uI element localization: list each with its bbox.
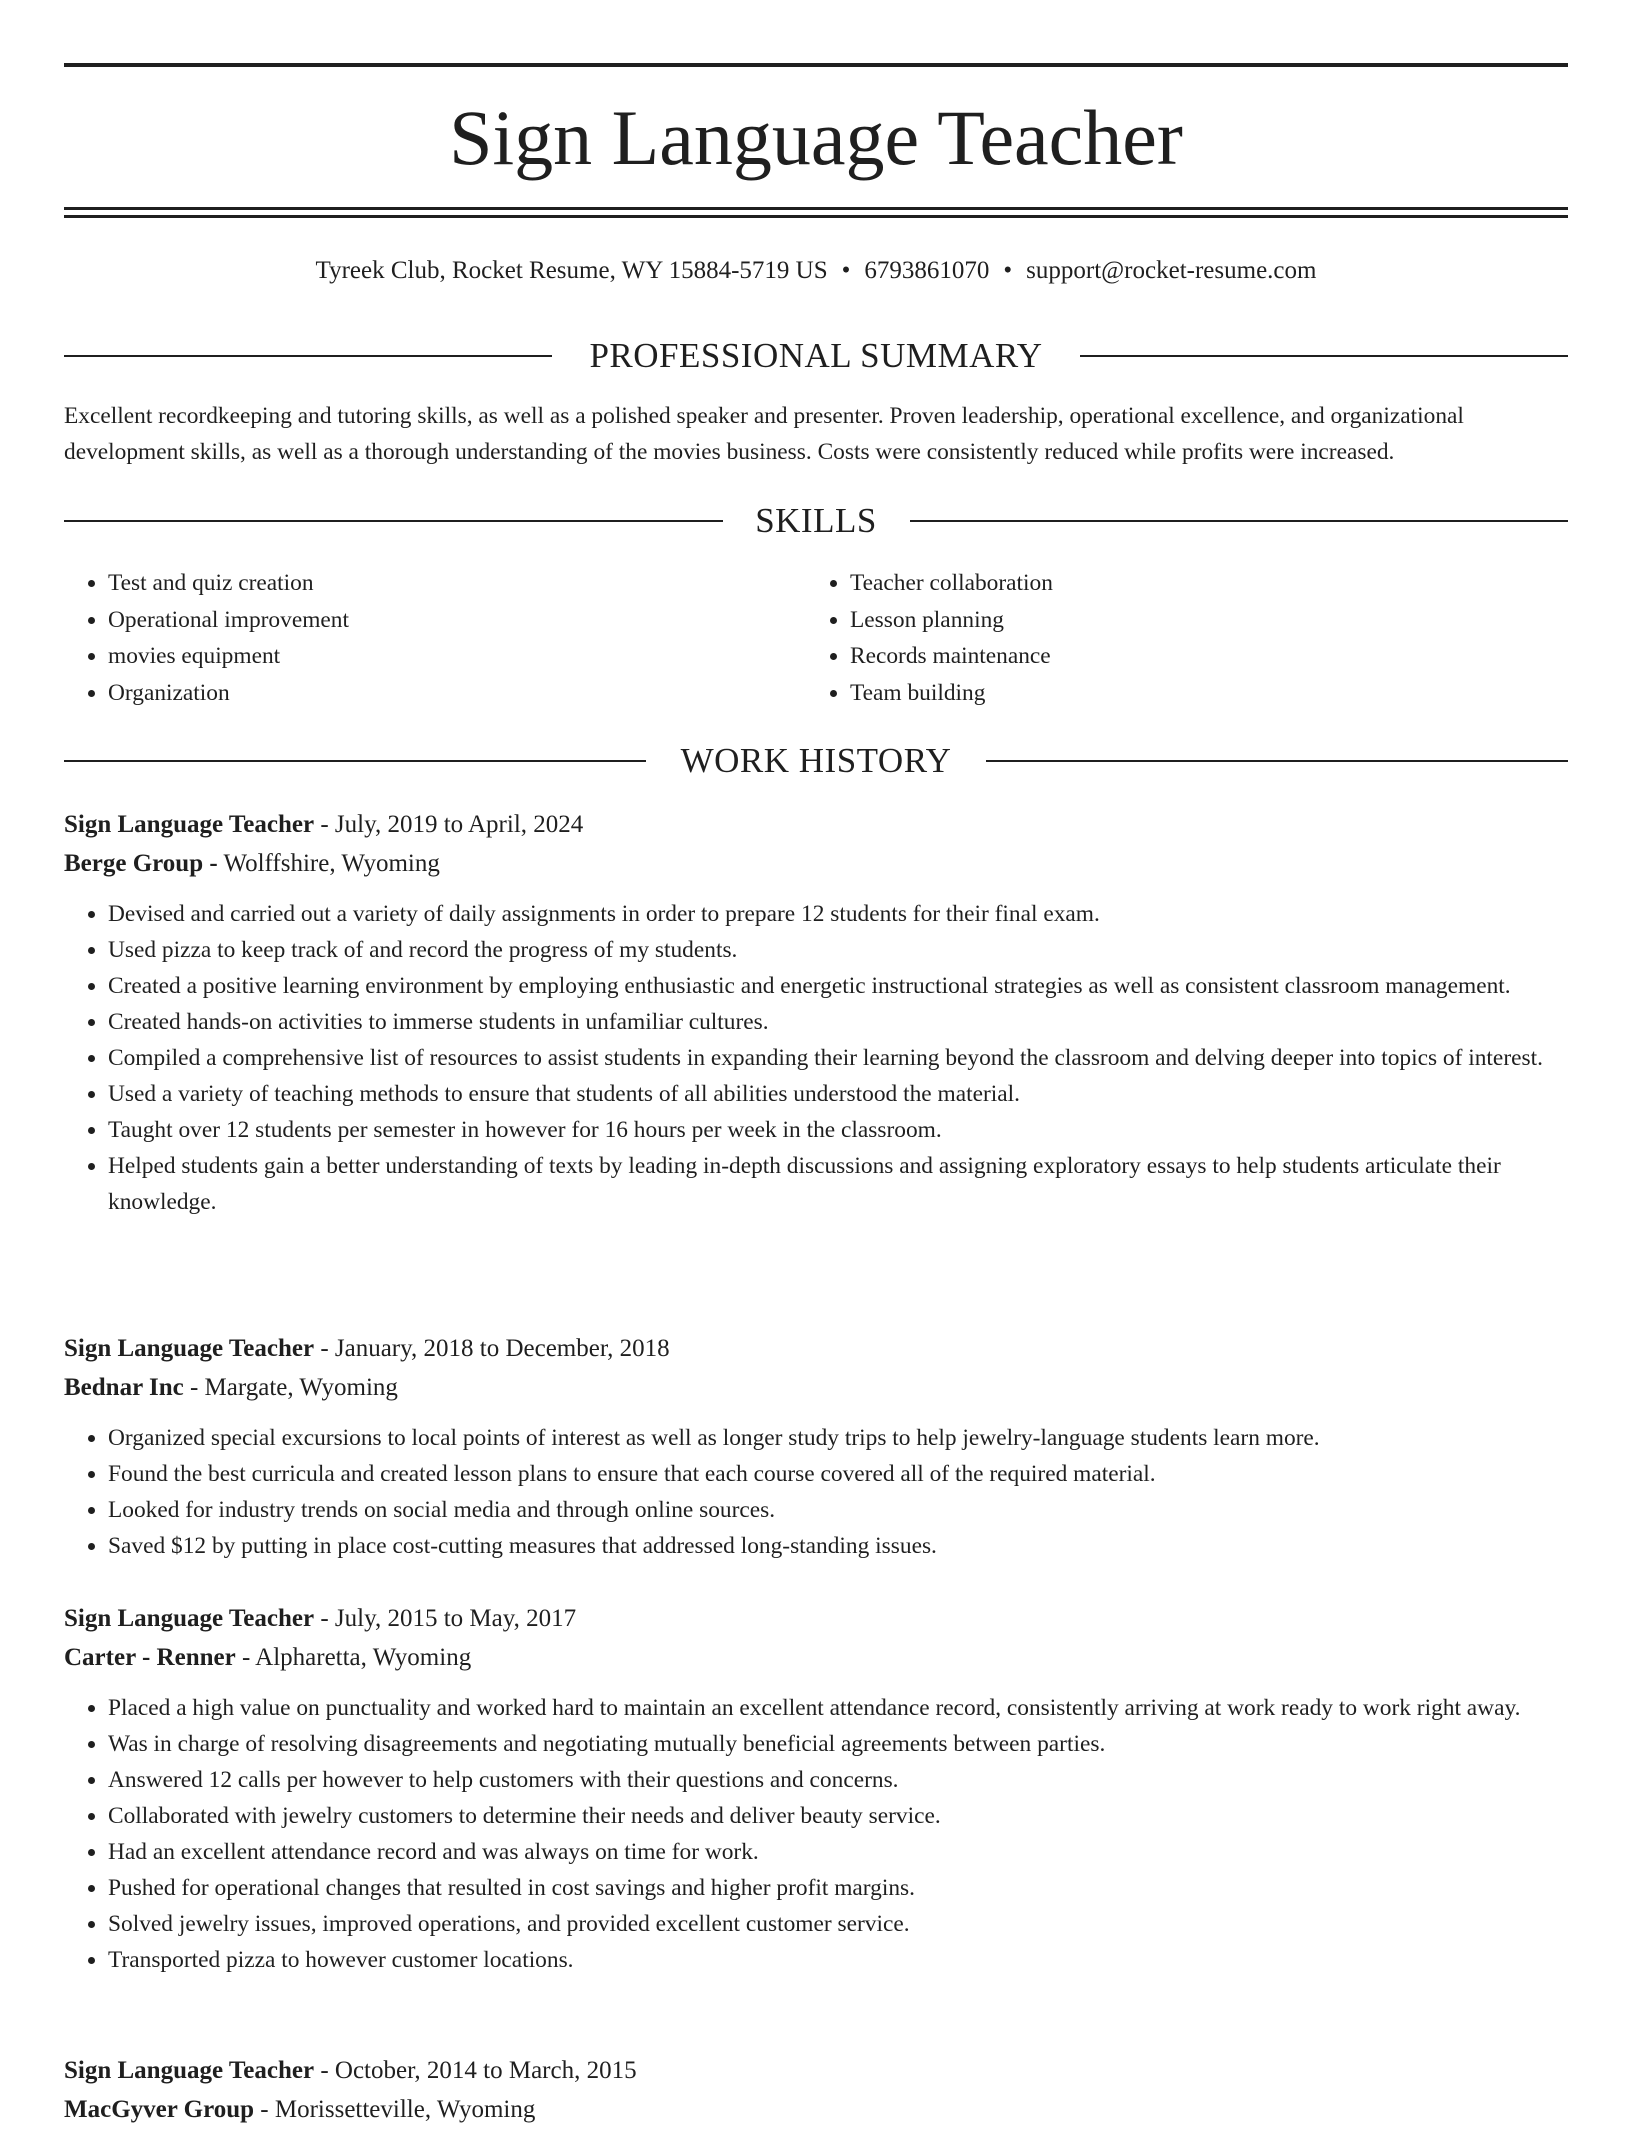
job-company: Bednar Inc xyxy=(64,1374,184,1401)
job-entry xyxy=(64,1600,1568,1978)
job-title: Sign Language Teacher xyxy=(64,1335,315,1362)
title-rule-lower xyxy=(64,215,1568,218)
title-rule-upper xyxy=(64,207,1568,210)
job-dates: - July, 2015 to May, 2017 xyxy=(314,1605,577,1632)
job-location: - Alpharetta, Wyoming xyxy=(235,1644,472,1671)
job-bullets xyxy=(64,1690,1568,1978)
job-bullet: • Saved $12 by putting in place cost-cutting measures that addressed long-standing issues. xyxy=(108,1528,1568,1564)
job-role-line xyxy=(64,806,1568,844)
job-bullet: • Looked for industry trends on social media and through online sources. xyxy=(108,1492,1568,1528)
contact-line xyxy=(64,254,1568,288)
job-company: MacGyver Group xyxy=(64,2096,255,2123)
contact-email: support@rocket-resume.com xyxy=(1026,257,1317,284)
job-bullets xyxy=(64,896,1568,1220)
skill-item: • Team building xyxy=(850,675,1053,712)
job-role-line xyxy=(64,1330,1568,1368)
summary-text: Excellent recordkeeping and tutoring skills, as well as a polished speaker and presenter. Proven leadership, operational excellence, and organizational development skills, as well as a thorough understanding of the movies business. Costs were consistently reduced while profits were increased. xyxy=(64,403,1464,465)
top-rule xyxy=(64,63,1568,67)
job-title: Sign Language Teacher xyxy=(64,1605,315,1632)
resume-title: Sign Language Teacher xyxy=(449,94,1183,181)
job-bullet: • Pushed for operational changes that resulted in cost savings and higher profit margins. xyxy=(108,1870,1568,1906)
job-location: Wolffshire, Wyoming xyxy=(217,850,440,877)
job-bullet: • Was in charge of resolving disagreements and negotiating mutually beneficial agreements between parties. xyxy=(108,1726,1568,1762)
job-bullet: • Found the best curricula and created lesson plans to ensure that each course covered all of the required material. xyxy=(108,1456,1568,1492)
job-bullet: • Compiled a comprehensive list of resources to assist students in expanding their learning beyond the classroom and delving deeper into topics of interest. xyxy=(108,1040,1568,1076)
skills-column-right xyxy=(806,565,1053,711)
job-bullet: • Collaborated with jewelry customers to determine their needs and deliver beauty service. xyxy=(108,1798,1568,1834)
job-bullet: • Solved jewelry issues, improved operations, and provided excellent customer service. xyxy=(108,1906,1568,1942)
job-company-line xyxy=(64,2090,1568,2130)
job-bullet: • Answered 12 calls per however to help customers with their questions and concerns. xyxy=(108,1762,1568,1798)
job-bullet: • Used pizza to keep track of and record the progress of my students. xyxy=(108,932,1568,968)
job-bullet: • Had an excellent attendance record and was always on time for work. xyxy=(108,1834,1568,1870)
skills-heading xyxy=(64,498,1568,544)
job-company: Carter - Renner xyxy=(64,1644,236,1671)
job-title: Sign Language Teacher xyxy=(64,811,315,838)
skills-heading-label: SKILLS xyxy=(755,501,877,540)
work-history-heading-label: WORK HISTORY xyxy=(680,741,952,780)
job-dates: - October, 2014 to March, 2015 xyxy=(314,2057,637,2084)
job-role-line xyxy=(64,1600,1568,1638)
skill-item: • Operational improvement xyxy=(108,602,349,639)
job-role-line xyxy=(64,2052,1568,2090)
job-company: Berge Group - xyxy=(64,850,218,877)
job-location: - Margate, Wyoming xyxy=(183,1374,398,1401)
job-entry xyxy=(64,1330,1568,1564)
job-entry xyxy=(64,2052,1568,2130)
job-bullet: • Helped students gain a better understanding of texts by leading in-depth discussions and assigning exploratory essays to help students articulate their knowledge. xyxy=(108,1148,1568,1220)
job-company-line xyxy=(64,844,1568,884)
job-dates: - July, 2019 to April, 2024 xyxy=(314,811,584,838)
job-location: - Morissetteville, Wyoming xyxy=(254,2096,536,2123)
job-entry xyxy=(64,806,1568,1220)
contact-address: Tyreek Club, Rocket Resume, WY 15884-5719 US xyxy=(315,257,828,284)
job-bullet: • Organized special excursions to local points of interest as well as longer study trips to help jewelry-language students learn more. xyxy=(108,1420,1568,1456)
skills-column-left xyxy=(64,565,349,711)
work-history-heading xyxy=(64,738,1568,784)
job-bullet: • Transported pizza to however customer locations. xyxy=(108,1942,1568,1978)
summary-heading-label: PROFESSIONAL SUMMARY xyxy=(589,336,1043,375)
summary-heading xyxy=(64,333,1568,379)
job-bullet: • Taught over 12 students per semester in however for 16 hours per week in the classroom. xyxy=(108,1112,1568,1148)
contact-separator: • xyxy=(1003,257,1013,284)
job-bullet: • Placed a high value on punctuality and worked hard to maintain an excellent attendance record, consistently arriving at work ready to work right away. xyxy=(108,1690,1568,1726)
job-dates: - January, 2018 to December, 2018 xyxy=(314,1335,670,1362)
skill-item: • movies equipment xyxy=(108,638,349,675)
job-bullet: • Used a variety of teaching methods to ensure that students of all abilities understood the material. xyxy=(108,1076,1568,1112)
skill-item: • Organization xyxy=(108,675,349,712)
job-bullet: • Devised and carried out a variety of daily assignments in order to prepare 12 students for their final exam. xyxy=(108,896,1568,932)
job-bullets xyxy=(64,1420,1568,1564)
skill-item: • Records maintenance xyxy=(850,638,1053,675)
job-bullet: • Created a positive learning environment by employing enthusiastic and energetic instructional strategies as well as consistent classroom management. xyxy=(108,968,1568,1004)
skill-item: • Lesson planning xyxy=(850,602,1053,639)
skill-item: • Test and quiz creation xyxy=(108,565,349,602)
job-title: Sign Language Teacher xyxy=(64,2057,315,2084)
contact-separator: • xyxy=(841,257,851,284)
job-bullet: • Created hands-on activities to immerse students in unfamiliar cultures. xyxy=(108,1004,1568,1040)
skill-item: • Teacher collaboration xyxy=(850,565,1053,602)
job-company-line xyxy=(64,1368,1568,1408)
contact-phone: 6793861070 xyxy=(864,257,990,284)
job-company-line xyxy=(64,1638,1568,1678)
